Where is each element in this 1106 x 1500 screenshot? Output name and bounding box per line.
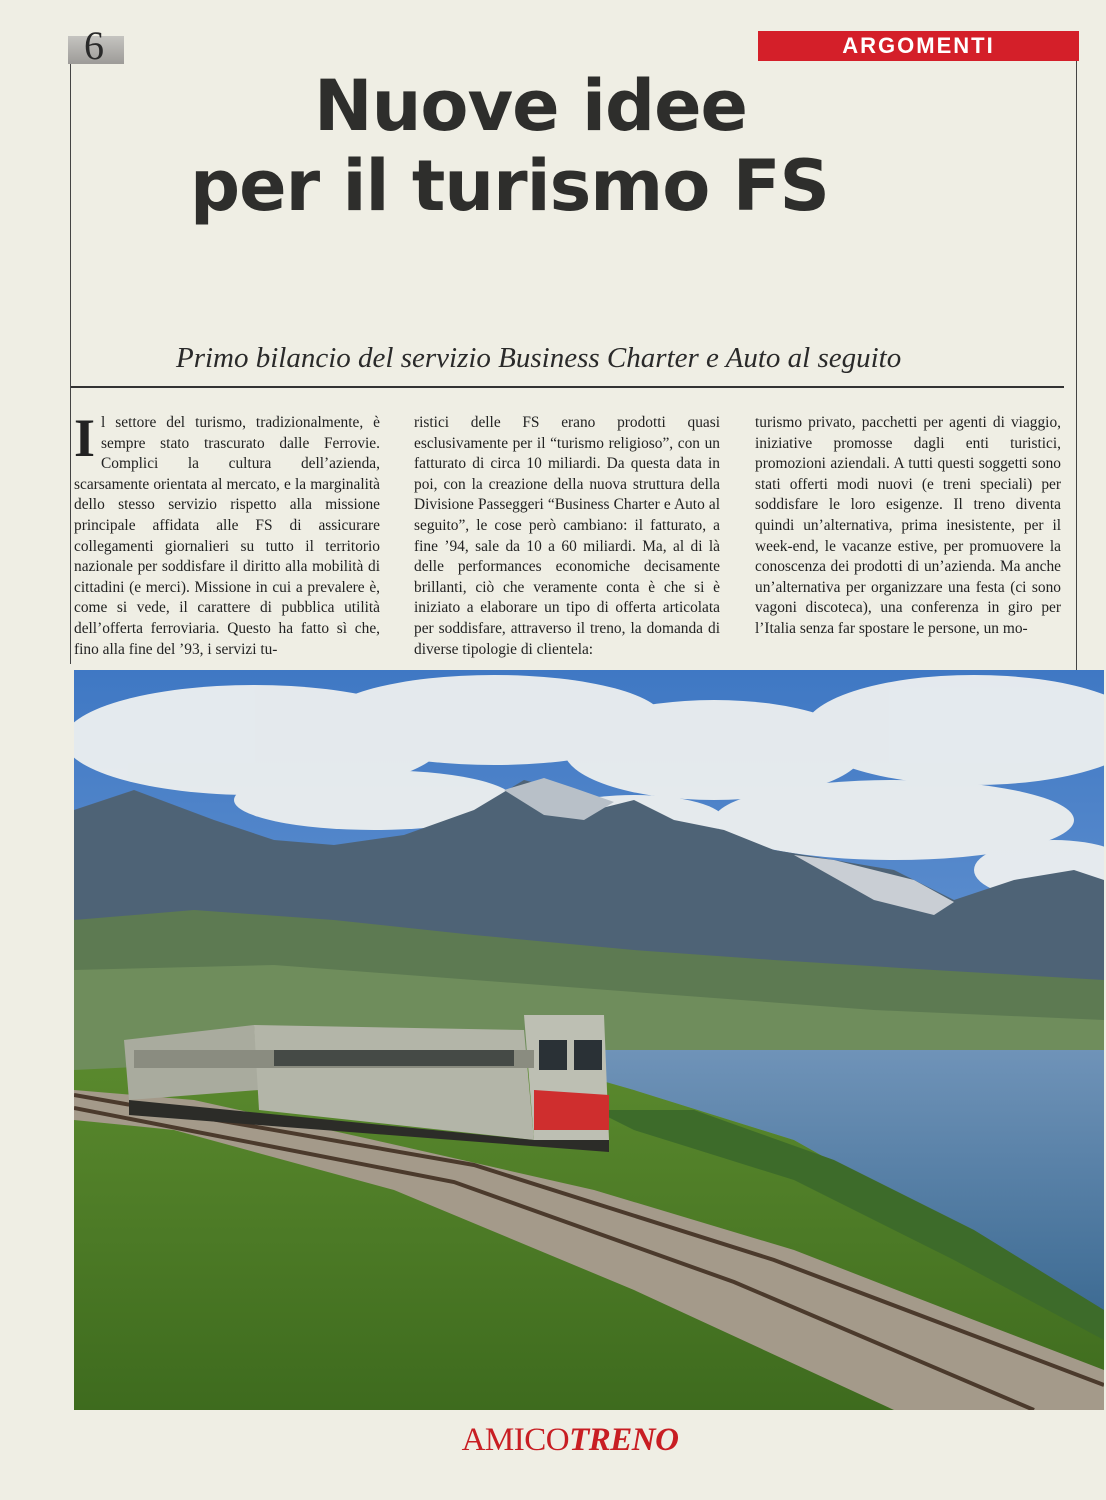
page-number: 6 bbox=[84, 23, 104, 68]
column-1-text: l settore del turismo, tradizionalmente, è sempre stato trascurato dalle Ferrovie. Complici la cultura dell’azienda, scarsamente orientata al mercato, e la marginalità dello stesso servizio rispetto alla missione principale affidata alle FS di assicurare collegamenti giornalieri su tutto il territorio nazionale per soddisfare il diritto alla mobilità di cittadini (e merci). Missione in cui a prevalere è, come si vede, il carattere di pubblica utilità dell’offerta ferroviaria. Questo ha fatto sì che, fino alla fine del ’93, i servizi tu- bbox=[74, 414, 380, 658]
divider-rule bbox=[71, 386, 1064, 388]
frame-line-left bbox=[70, 64, 71, 664]
section-tag: ARGOMENTI bbox=[758, 31, 1079, 61]
text-column-2 bbox=[414, 413, 720, 665]
logo-part-1: AMICO bbox=[461, 1422, 570, 1458]
column-3-text: turismo privato, pacchetti per agenti di viaggio, iniziative promosse dagli enti turistici, promozioni aziendali. A tutti questi soggetti sono stati offerti modi nuovi (e treni speciali) per soddisfare le loro esigenze. Il treno diventa quindi un’alternativa, prima inesistente, per il week-end, le vacanze estive, per promuovere la conoscenza dei prodotti di un’azienda. Ma anche un’alternativa per organizzare una festa (ci sono vagoni discoteca), una conferenza in giro per l’Italia senza far spostare le persone, un mo- bbox=[755, 414, 1061, 637]
text-column-1 bbox=[74, 413, 380, 665]
text-column-3 bbox=[755, 413, 1061, 665]
train-lake-scene bbox=[74, 670, 1104, 1410]
amicotreno-logo bbox=[420, 1422, 720, 1459]
article-title bbox=[190, 66, 970, 226]
title-line-1: Nuove idee bbox=[314, 65, 748, 147]
dropcap: I bbox=[74, 413, 96, 468]
logo-part-2: TRENO bbox=[569, 1422, 679, 1458]
article-subtitle: Primo bilancio del servizio Business Charter e Auto al seguito bbox=[176, 342, 902, 374]
title-line-2: per il turismo FS bbox=[190, 145, 829, 227]
train-photo bbox=[74, 670, 1104, 1410]
column-2-text: ristici delle FS erano prodotti quasi esclusivamente per il “turismo religioso”, con un fatturato di circa 10 miliardi. Da questa data in poi, con la creazione della nuova struttura della Divisione Passeggeri “Business Charter e Auto al seguito”, le cose però cambiano: il fatturato, a fine ’94, sale da 10 a 60 miliardi. Ma, al di là delle performances economiche decisamente brillanti, ciò che veramente conta è che si è iniziato a elaborare un tipo di offerta articolata per soddisfare, attraverso il treno, la domanda di diverse tipologie di clientela: bbox=[414, 414, 720, 658]
frame-line-right bbox=[1076, 60, 1077, 670]
